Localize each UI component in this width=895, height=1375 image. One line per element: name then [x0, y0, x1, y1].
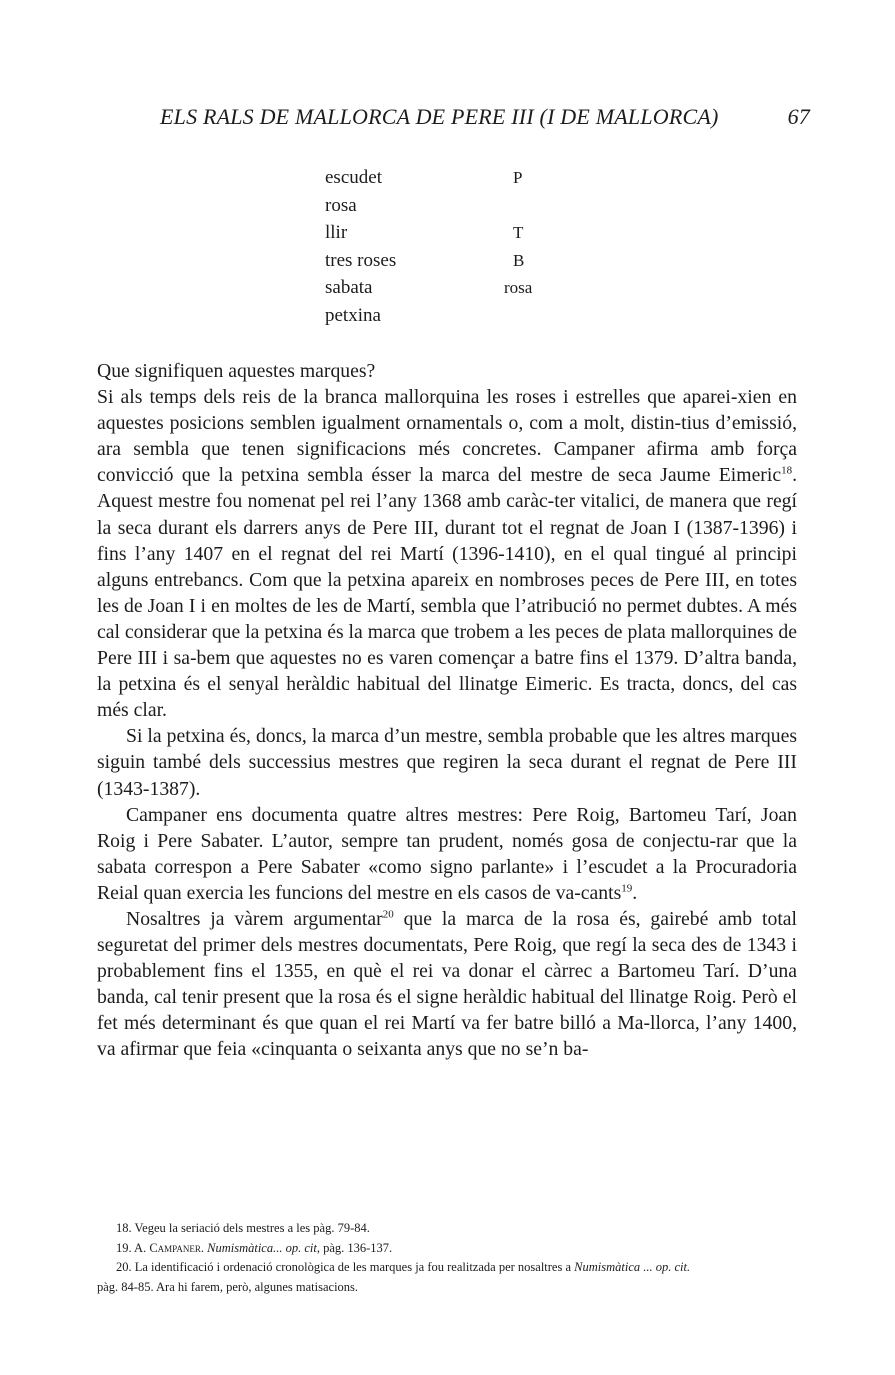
marks-table [325, 164, 585, 329]
mark-name: tres roses [325, 249, 397, 271]
marks-row [325, 247, 585, 275]
mark-letter: B [513, 250, 525, 270]
mark-name: petxina [325, 304, 381, 326]
marks-row [325, 302, 585, 330]
footnote-author: Campaner [149, 1240, 201, 1255]
paragraph-text: . Aquest mestre fou nomenat pel rei l’any 1368 amb caràc-ter vitalici, de manera que regí la seca durant els darrers anys de Pere III, durant tot el regnat de Joan I (1387-1396) i fins l’any 1407 en el regnat del rei Martí (1396-1410), en el qual tingué al principi alguns entrebancs. Com que la petxina apareix en nombroses peces de Pere III, en totes les de Joan I i en moltes de les de Martí, sembla que l’atribució no permet dubtes. A més cal considerar que la petxina és la marca que trobem a les peces de plata mallorquines de Pere III i sa-bem que aquestes no es varen començar a batre fins el 1379. D’altra banda, la petxina és el senyal heràldic habitual del llinatge Eimeric. Es tracta, doncs, del cas més clar. [97, 464, 797, 722]
footnote-text: . [200, 1240, 204, 1255]
marks-row [325, 192, 585, 220]
mark-name: sabata [325, 277, 373, 298]
paragraph-rosa [97, 906, 797, 1063]
body-text [97, 358, 797, 1063]
paragraph-campaner [97, 802, 797, 906]
mark-name: llir [325, 222, 348, 243]
footnote-ref-18[interactable]: 18 [781, 464, 793, 477]
footnotes [97, 1219, 809, 1297]
footnote-ref-19[interactable]: 19 [621, 882, 633, 895]
paragraph-text: Campaner ens documenta quatre altres mestres: Pere Roig, Bartomeu Tarí, Joan Roig i Pere Sabater. L’autor, sempre tan prudent, només gosa de conjectu-rar que la sabata correspon a Pere Sabater «como signo parlante» i l’escudet a la Procuradoria Reial quan exercia les funcions del mestre en els casos de va-cants [97, 803, 797, 904]
footnote-text: 19. A. [116, 1240, 147, 1255]
paragraph-text: Nosaltres ja vàrem argumentar [126, 907, 383, 930]
paragraph-question: Que signifiquen aquestes marques? [97, 360, 376, 382]
footnote-text: , pàg. 136-137. [316, 1240, 393, 1255]
page-number: 67 [787, 104, 810, 129]
mark-name: rosa [325, 194, 357, 216]
marks-row [325, 274, 585, 302]
paragraph-masters: Si la petxina és, doncs, la marca d’un mestre, sembla probable que les altres marques siguin també dels successius mestres que regiren la seca durant el regnat de Pere III (1343-1387). [97, 725, 797, 800]
paragraph-text: que la marca de la rosa és, gairebé amb total seguretat del primer dels mestres documentats, Pere Roig, que regí la seca des de 1343 i probablement fins el 1355, en què el rei va donar el càrrec a Bartomeu Tarí. D’una banda, cal tenir present que la rosa és el signe heràldic habitual del llinatge Roig. Però el fet més determinant és que quan el rei Martí va fer batre billó a Ma-llorca, l’any 1400, va afirmar que feia «cinquanta o seixanta anys que no se’n ba- [97, 907, 797, 1061]
paragraph-text: . [632, 881, 638, 904]
mark-name: escudet [325, 167, 382, 188]
footnote-19 [97, 1239, 809, 1259]
marks-row [325, 164, 585, 192]
paragraph-petxina [97, 384, 797, 723]
paragraph-text: Si als temps dels reis de la branca mallorquina les roses i estrelles que aparei-xien en aquestes posicions semblen igualment ornamentals o, com a molt, distin-tius d’emissió, ara sembla que tenen significacions més concretes. Campaner afirma amb força convicció que la petxina sembla ésser la marca del mestre de seca Jaume Eimeric [97, 386, 797, 487]
footnote-20-continued: pàg. 84-85. Ara hi farem, però, algunes matisacions. [97, 1279, 359, 1294]
footnote-work-title: Numismàtica ... op. cit. [574, 1260, 691, 1274]
running-title: ELS RALS DE MALLORCA DE PERE III (I DE MALLORCA) [160, 104, 719, 129]
footnote-20 [97, 1258, 809, 1278]
footnote-work-title: Numismàtica... op. cit [207, 1240, 317, 1255]
footnote-18: 18. Vegeu la seriació dels mestres a les pàg. 79-84. [116, 1221, 370, 1235]
mark-letter: T [513, 223, 524, 242]
footnote-ref-20[interactable]: 20 [382, 908, 394, 921]
marks-row [325, 219, 585, 247]
mark-letter: P [513, 168, 523, 187]
mark-letter: rosa [504, 278, 533, 297]
footnote-text: 20. La identificació i ordenació cronològica de les marques ja fou realitzada per nosaltres a [116, 1260, 572, 1274]
